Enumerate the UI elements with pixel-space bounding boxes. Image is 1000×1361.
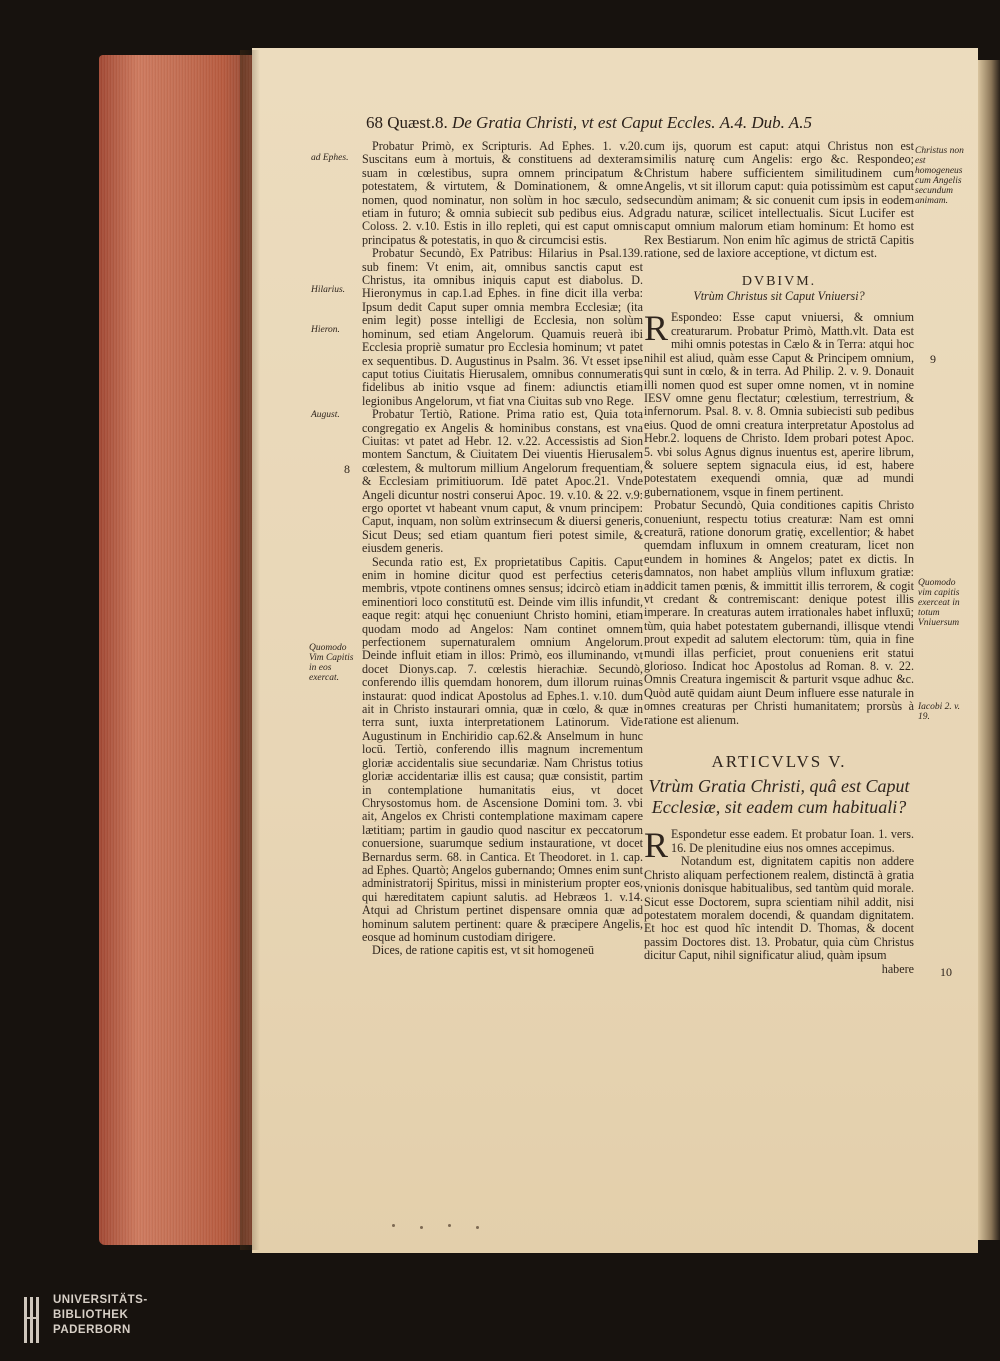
library-logo-text: UNIVERSITÄTS- BIBLIOTHEK PADERBORN <box>53 1294 148 1336</box>
paragraph: Probatur Tertiò, Ratione. Prima ratio est, Quia tota congregatio ex Angelis & hominibus constans, est vna Ciuitas: vt patet ad Hebr. 12. v.22. Accessistis ad Sion montem Sanctum, & Ciuitatem Dei viuentis Hierusalem cœlestem, & multorum millium Angelorum frequentiam, & Ecclesiam primitiuorum. Idē patet Apoc.21. Vnde Angeli dicuntur nostri conserui Apoc. 19. v.10. & 22. v.9: ergo oportet vt habeant vnum caput, & vnum principem: Caput, inquam, non solùm extrinsecum & diuersi generis, Sicut Deus; sed etiam quantum fieri potest simile, & eiusdem generis. <box>362 407 643 556</box>
paragraph: R Espondeo: Esse caput vniuersi, & omnium creaturarum. Probatur Primò, Matth.vlt. Data est mihi omnis potestas in Cælo & in Terra: atqui hoc nihil est aliud, quàm esse Caput & Principem omnium, qui sunt in cœlo, & in terra. Ad Philip. 2. v. 9. Donauit illi nomen quod est super omne nomen, vt in nomine IESV omne genu flectatur; cœlestium, terrestrium, & infernorum. Psal. 8. v. 8. Omnia subiecisti sub pedibus eius. Quod de omni creatura interpretatur Apostolus ad Hebr.2. loquens de Christo. Idem probari potest Apoc. 5. vbi solus Agnus dignus inuentus est, aperire librum, & soluere septem signacula eius, id est, habere potestatem exequendi omnia, quæ ad mundi gubernationem, vsque in finem pertinent. <box>644 308 914 499</box>
paragraph-number: 10 <box>940 965 952 979</box>
paragraph-number: 8 <box>344 462 350 476</box>
catchword: habere <box>881 961 914 976</box>
binding-hole <box>392 1224 395 1227</box>
library-logo-icon <box>24 1297 42 1343</box>
paragraph: Notandum est, dignitatem capitis non addere Christo aliquam perfectionem realem, distinctā à gratia vnionis donisque habitualibus, sed tantùm quid morale. Sicut esse Doctorem, supra scientiam nihil addit, nisi potestatem moralem docendi, & quandam dignitatem. Et hoc est quod hîc intendit D. Thomas, & docent passim Doctores dist. 13. Probatur, quia cùm Christus dicitur Caput, nihil significatur aliud, quàm ipsum <box>644 854 914 963</box>
paragraph: Secunda ratio est, Ex proprietatibus Capitis. Caput enim in homine dicitur quod est perfectius ceteris membris, vtpote continens omnes sensus; idcircò etiam in eminentiori loco constitutū est. Deinde vim illis infundit, eaque regit: atqui hęc conueniunt Christo homini, etiam quodam modo ad Angelos: Nam continet omnem perfectionem supernaturalem omnium Angelorum. Deinde influit etiam in illos: Primò, eos illuminando, vt docet Dionys.cap. 7. cœlestis hierachiæ. Secundò, conferendo illis quemdam honorem, dum illorum ruinas instaurat: quod indicat Apostolus ad Ephes.1. v.10. dum ait in Christo instaurari omnia, quæ in cœlo, & quæ in terra sunt, iuxta interpretationem Latinorum. Vide Augustinum in Enchiridio cap.62.& Anselmum in hunc locū. Tertiò, conferendo illis magnum incrementum gloriæ accidentalis siue secundariæ. Nam Christus totius gloriæ accidentariæ illis est causa; quæ consistit, partim in contemplatione humanitatis eius, vt docet Chrysostomus hom. de Ascensione Domini tom. 3. vbi ait, Angelos ex Christi contemplatione maximam capere lætitiam; partim in gaudio quod nascitur ex peccatorum conuersione, suarumque sedium instauratione, vt docet Bernardus serm. 68. in Cantica. Et Theodoret. in 1. cap. ad Ephes. Quartò; Angelos gubernando; Omnes enim sunt administratorij Spiritus, missi in ministerium propter eos, qui hæreditatem capiunt salutis. ad Hebræos 1. v.14. Atqui ad Christum pertinet dispensare omnia quæ ad hominum salutem pertinent: quare & præcipere Angelis, eosque ad hominum custodiam dirigere. <box>362 554 643 944</box>
section-heading: DVBIVM. <box>741 273 817 289</box>
paragraph: Probatur Secundò, Ex Patribus: Hilarius in Psal.139. sub finem: Vt enim, ait, omnibus sanctis caput est Christus, ita omnibus iniquis caput est diabolus. D. Hieronymus in cap.1.ad Ephes. in fine dicit illa verba: Ipsum dedit Caput super omnia membra Ecclesiæ; (ita enim legit) posse intelligi de Ecclesia, non solùm hominum, sed etiam Angelorum. Quamuis reuerà ibi Ecclesia propriè sumatur pro Ecclesia hominum; vt patet ex sequentibus. D. Augustinus in Psalm. 36. Vt esset ipse caput totius Ciuitatis Hierusalem, omnibus connumeratis fidelibus ab initio vsque ad finem: adiunctis etiam legionibus Angelorum, vt fiat vna Ciuitas sub vno Rege. <box>362 246 643 408</box>
drop-cap: R <box>644 825 669 866</box>
margin-note: Hilarius. <box>311 285 346 295</box>
margin-note: Quomodo vim capitis exerceat in totum Vniuersum <box>918 578 960 628</box>
margin-note: Hieron. <box>311 325 340 335</box>
article-heading: ARTICVLVS V. <box>711 752 847 772</box>
drop-cap: R <box>644 308 669 349</box>
running-header <box>366 113 926 133</box>
margin-note: Iacobi 2. v. 19. <box>918 702 961 722</box>
paragraph: Dices, de ratione capitis est, vt sit homogeneū <box>372 943 594 958</box>
page-number: 68 <box>366 113 383 132</box>
binding-hole <box>448 1224 451 1227</box>
margin-note: Quomodo Vim Capitis in eos exercat. <box>309 643 354 683</box>
question-label: Quæst.8. <box>387 113 448 132</box>
running-title: De Gratia Christi, vt est Caput Eccles. <box>451 113 716 132</box>
margin-note: August. <box>311 410 340 420</box>
margin-note: ad Ephes. <box>311 153 349 163</box>
library-logo <box>24 1293 184 1355</box>
right-text-column <box>644 140 914 976</box>
gutter-shadow <box>240 50 260 1250</box>
paragraph: Probatur Secundò, Quia conditiones capitis Christo conueniunt, respectu totius creaturæ: Nam est omni creaturā, ratione donorum gratię, excellentior; & habet quemdam influxum in omnem creaturam, licet non eundem in homines & Angelos; patet ex dictis. In damnatos, non habet ampliùs vllum influxum gratiæ: addicit tamen pœnis, & immittit illis terrorem, & cogit vt credant & contremiscant: denique potest illis imperare. In creaturas autem irrationales habet influxū; tùm, quia habet potestatem gubernandi, illisque vtendi prout expedit ad salutem electorum: tùm, quia in fine mundi illas perficiet, prout conueniens erit statui glorioso. Indicat hoc Apostolus ad Roman. 8. v. 22. Omnis Creatura ingemiscit & parturit vsque adhuc &c. Quòd autē quidam aiunt Deum influere esse naturale in omnes creaturas per Christi humanitatem; prorsùs à ratione est alienum. <box>644 498 914 727</box>
margin-note: Christus non est homogeneus cum Angelis secundum animam. <box>915 146 964 206</box>
left-text-column <box>362 140 643 958</box>
paragraph: Probatur Primò, ex Scripturis. Ad Ephes. 1. v.20. Suscitans eum à mortuis, & constituens ad dexteram suam in cœlestibus, supra omnem principatum & potestatem, & virtutem, & Dominationem, & omne nomen, quod nominatur, non solùm in hoc sæculo, sed etiam in futuro; & omnia subiecit sub pedibus eius. Ad Coloss. 2. v.10. Estis in illo repleti, qui est caput omnis principatus & potestatis, in quo & circumcisi estis. <box>362 139 643 247</box>
section-title: Vtrùm Christus sit Caput Vniuersi? <box>693 289 865 304</box>
facing-page-edge <box>978 60 1000 1240</box>
article-refs: A.4. Dub. A.5 <box>719 113 812 132</box>
paragraph: R Espondetur esse eadem. Et probatur Ioan. 1. vers. 16. De plenitudine eius nos omnes accepimus. <box>644 825 914 866</box>
book-page-edges <box>99 55 254 1245</box>
binding-hole <box>420 1226 423 1229</box>
binding-hole <box>476 1226 479 1229</box>
article-title: Vtrùm Gratia Christi, quâ est Caput Ecclesiæ, sit eadem cum habituali? <box>648 776 910 818</box>
paragraph-number: 9 <box>930 352 936 366</box>
paragraph: cum ijs, quorum est caput: atqui Christus non est similis naturę cum Angelis: ergo &c. Respondeo; Christum habere sufficientem similitudinem cum Angelis, vt sit illorum caput: quia potissimùm est caput secundùm animam; & sic conuenit cum ipsis in eodem gradu naturæ, scilicet intellectualis. Sicut Lucifer est caput omnium malorum etiam hominum: Et homo est Rex Bestiarum. Non enim hîc agimus de strictā Capitis ratione, sed de laxiore acceptione, vt dictum est. <box>644 139 914 261</box>
